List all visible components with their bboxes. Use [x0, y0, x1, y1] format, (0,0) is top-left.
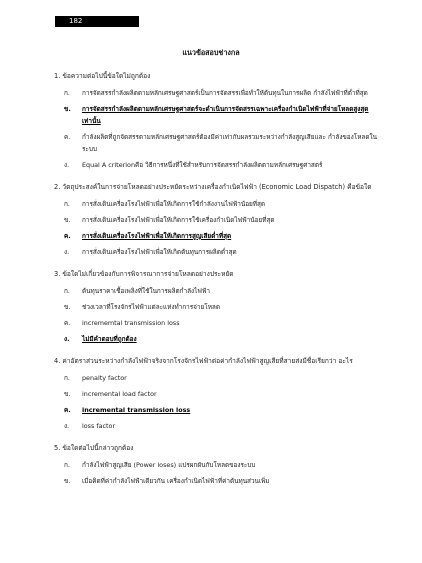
- question-text: 4. ค่าอัตราส่วนระหว่างกำลังไฟฟ้าจริงจากโรงจักรไฟฟ้าต่อค่ากำลังไฟฟ้าสูญเสียที่สายส่งมีชื่อเรียกว่า อะไร: [54, 357, 353, 365]
- choice-letter: ก.: [64, 287, 70, 295]
- choice-item: [54, 301, 384, 313]
- choice-item: [54, 131, 384, 155]
- question-text: 1. ข้อความต่อไปนี้ข้อใดไม่ถูกต้อง: [54, 72, 151, 80]
- choice-text: การจัดสรรกำลังผลิตตามหลักเศรษฐศาสตร์จะดำเนินการจัดสรรเฉพาะเครื่องกำเนิดไฟฟ้าที่จ่ายโหลดสูงสุดเท่านั้น: [82, 105, 369, 125]
- choice-letter: ง.: [64, 248, 70, 256]
- choice-item: [54, 459, 384, 471]
- correct-choice-item: [54, 404, 384, 416]
- page-number: 182: [55, 16, 139, 27]
- question-text: 3. ข้อใดไม่เกี่ยวข้องกับการพิจารณาการจ่ายโหลดอย่างประหยัด: [54, 270, 234, 278]
- page-title: แนวข้อสอบช่างกล: [182, 48, 240, 57]
- question-3: [54, 268, 384, 345]
- choice-letter: ค.: [64, 406, 71, 414]
- choice-text: การสั่งเดินเครื่องโรงไฟฟ้าเพื่อให้เกิดการใช้กำลังงานไฟฟ้าน้อยที่สุด: [82, 200, 266, 208]
- correct-choice-item: [54, 103, 384, 127]
- choice-text: Equal A criterionคือ วิธีการหนึ่งที่ใช้สำหรับการจัดสรรกำลังผลิตตามหลักเศรษฐศาสตร์: [82, 161, 323, 169]
- choice-item: [54, 420, 384, 432]
- question-2: [54, 181, 384, 258]
- correct-choice-item: [54, 333, 384, 345]
- choice-letter: ข.: [64, 390, 71, 398]
- choice-item: [54, 246, 384, 258]
- choice-item: [54, 317, 384, 329]
- choice-item: [54, 159, 384, 171]
- choice-text: penalty factor: [82, 374, 127, 382]
- question-5: [54, 442, 384, 487]
- choice-text: ไม่มีคำตอบที่ถูกต้อง: [82, 335, 137, 343]
- choice-letter: ก.: [64, 89, 70, 97]
- choice-item: [54, 475, 384, 487]
- choice-item: [54, 198, 384, 210]
- question-1: [54, 70, 384, 171]
- choice-item: [54, 214, 384, 226]
- question-4: [54, 355, 384, 432]
- choice-text: incremental transmission loss: [82, 406, 191, 414]
- choice-letter: ข.: [64, 216, 71, 224]
- choice-text: การจัดสรรกำลังผลิตตามหลักเศรษฐศาสตร์เป็นการจัดสรรเพื่อทำให้ต้นทุนในการผลิต กำลังไฟฟ้าที่ต่ำที่สุด: [82, 89, 368, 97]
- choice-letter: ค.: [64, 133, 71, 141]
- choice-text: incremental load factor: [82, 390, 157, 398]
- choice-text: incrememtal transmission loss: [82, 319, 180, 327]
- choice-item: [54, 285, 384, 297]
- choice-letter: ก.: [64, 374, 70, 382]
- choice-text: เมื่อคิดที่ค่ากำลังไฟฟ้าเดียวกัน เครื่องกำเนิดไฟฟ้าที่ค่าต้นทุนส่วนเพิ่ม: [82, 477, 270, 485]
- choice-item: [54, 372, 384, 384]
- choice-text: การสั่งเดินเครื่องโรงไฟฟ้าเพื่อให้เกิดต้นทุนการผลิตต่ำสุด: [82, 248, 237, 256]
- choice-item: [54, 388, 384, 400]
- choice-letter: ข.: [64, 477, 71, 485]
- choice-text: ต้นทุนราคาเชื้อเพลิงที่ใช้ในการผลิตกำลังไฟฟ้า: [82, 287, 210, 295]
- choice-text: กำลังไฟฟ้าสูญเสีย (Power loses) แปรผกผันกับโหลดของระบบ: [82, 461, 256, 469]
- choice-letter: ก.: [64, 200, 70, 208]
- choice-text: loss factor: [82, 422, 116, 430]
- question-text: 2. วัตถุประสงค์ในการจ่ายโหลดอย่างประหยัดระหว่างเครื่องกำเนิดไฟฟ้า (Economic Load Dispatch) คือข้อใด: [54, 183, 372, 191]
- choice-letter: ค.: [64, 319, 71, 327]
- choice-letter: ข.: [64, 105, 71, 113]
- choice-letter: ข.: [64, 303, 71, 311]
- choice-letter: ง.: [64, 161, 70, 169]
- choice-letter: ค.: [64, 232, 71, 240]
- choice-text: การสั่งเดินเครื่องโรงไฟฟ้าเพื่อให้เกิดการใช้เครื่องกำเนิดไฟฟ้าน้อยที่สุด: [82, 216, 275, 224]
- choice-text: ช่วงเวลาที่โรงจักรไฟฟ้าแต่ละแห่งทำการจ่ายโหลด: [82, 303, 220, 311]
- choice-item: [54, 87, 384, 99]
- correct-choice-item: [54, 230, 384, 242]
- question-text: 5. ข้อใดต่อไปนี้กล่าวถูกต้อง: [54, 444, 134, 452]
- choice-letter: ง.: [64, 422, 70, 430]
- exam-body: [54, 70, 384, 491]
- choice-text: การสั่งเดินเครื่องโรงไฟฟ้าเพื่อให้เกิดการสูญเสียต่ำที่สุด: [82, 232, 232, 240]
- choice-text: กำลังผลิตที่ถูกจัดสรรตามหลักเศรษฐศาสตร์ต้องมีค่าเท่ากับผลรวมระหว่างกำลังสูญเสียและ กำลังของโหลดในระบบ: [82, 133, 377, 153]
- choice-letter: ง.: [64, 335, 70, 343]
- choice-letter: ก.: [64, 461, 70, 469]
